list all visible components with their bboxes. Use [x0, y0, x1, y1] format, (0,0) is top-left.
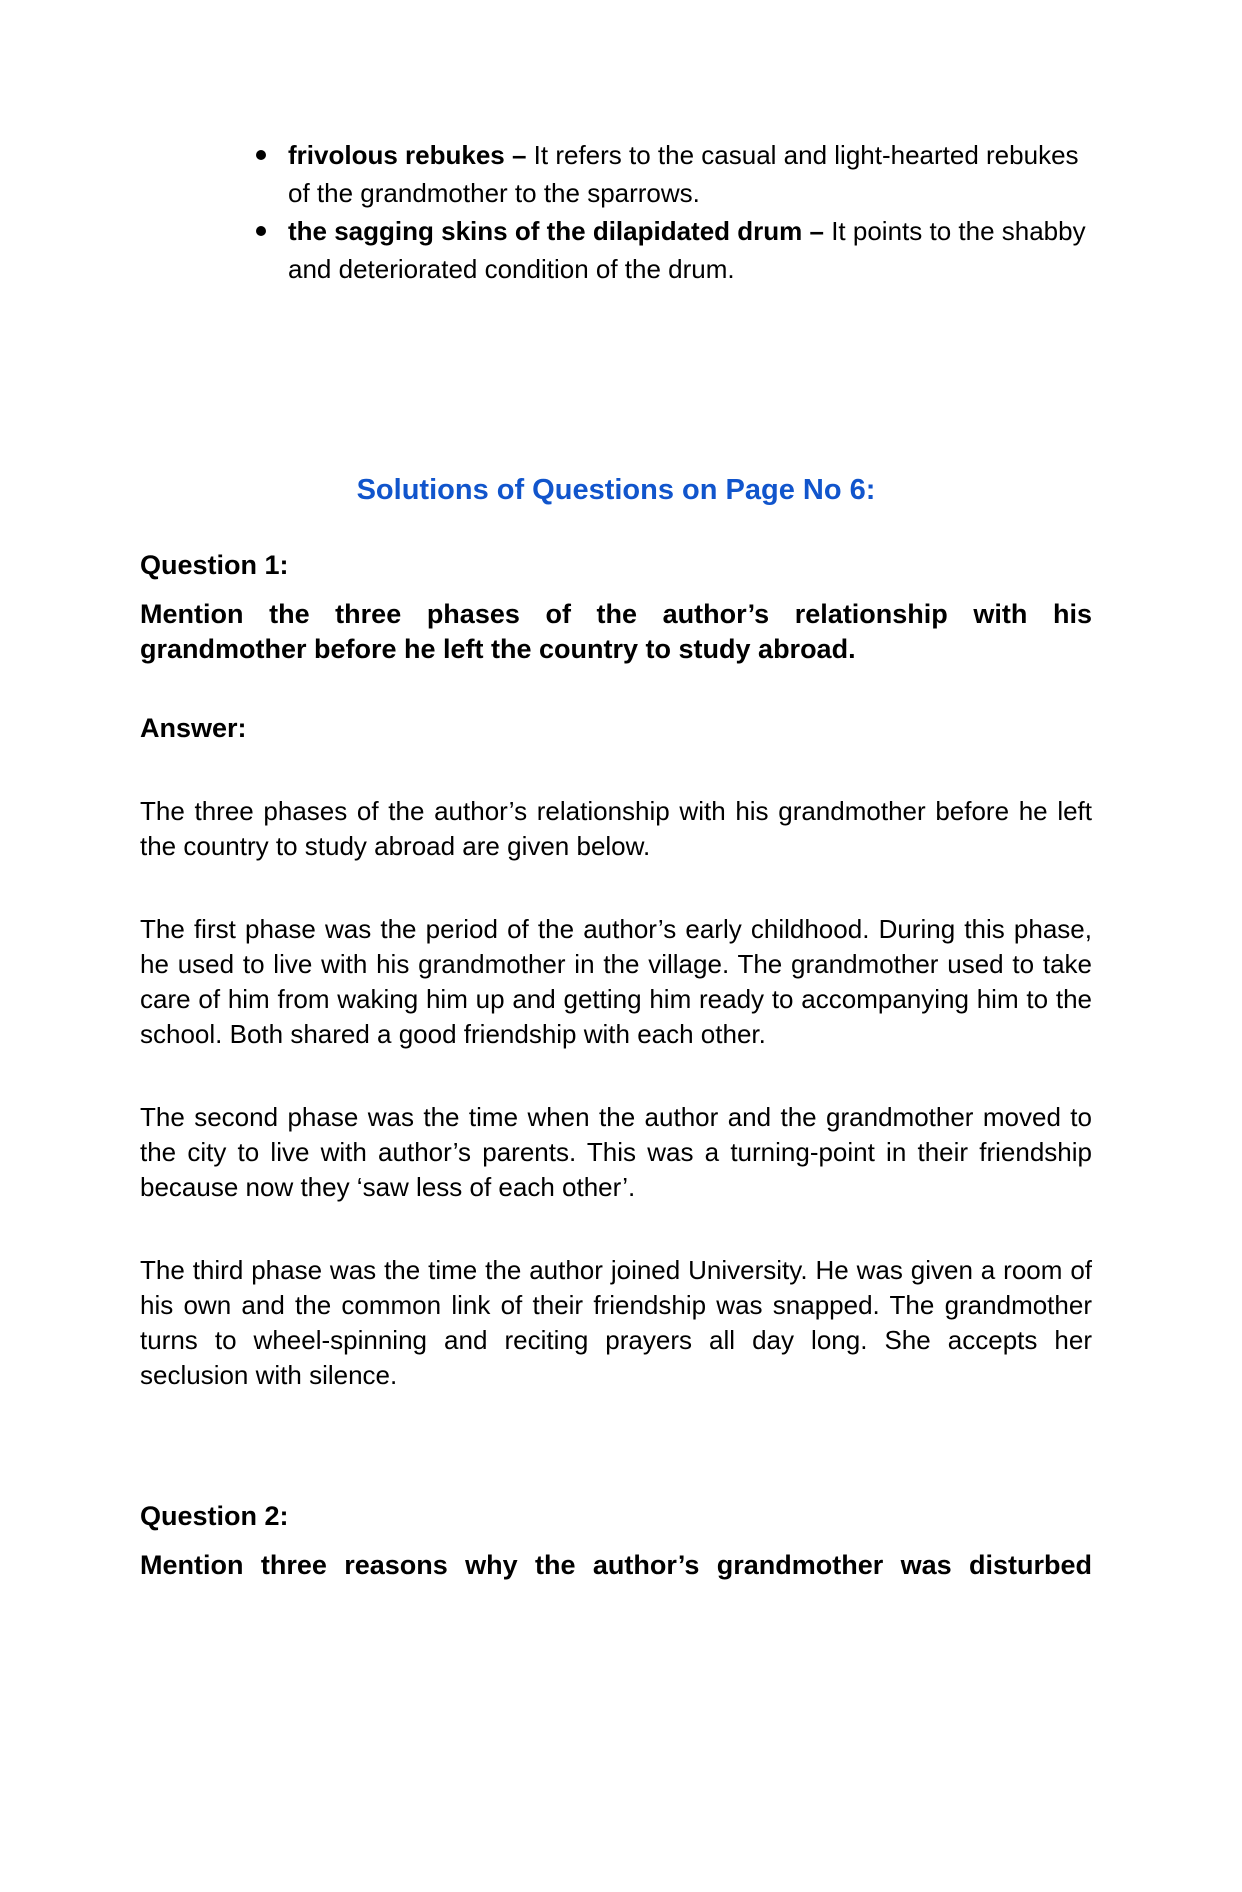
question2-label: Question 2:	[140, 1501, 289, 1531]
glossary-list	[140, 136, 1092, 288]
glossary-definition: It refers to the casual and light-hearted rebukes of the grandmother to the sparrows.	[288, 140, 1079, 208]
answer-paragraph: The first phase was the period of the author’s early childhood. During this phase, he used to live with his grandmother in the village. The grandmother used to take care of him from waking him up and getting him ready to accompanying him to the school. Both shared a good friendship with each other.	[140, 914, 1092, 1049]
list-item	[288, 212, 1092, 288]
question2-text: Mention three reasons why the author’s grandmother was disturbed	[140, 1550, 1092, 1580]
document-page	[0, 136, 1242, 1892]
list-item	[288, 136, 1092, 212]
bullet-icon	[256, 226, 266, 236]
question1-label: Question 1:	[140, 550, 289, 580]
glossary-term: frivolous rebukes –	[288, 140, 527, 170]
glossary-term: the sagging skins of the dilapidated drum –	[288, 216, 824, 246]
answer-paragraph: The second phase was the time when the author and the grandmother moved to the city to live with author’s parents. This was a turning-point in their friendship because now they ‘saw less of each other’.	[140, 1102, 1092, 1202]
answer-label: Answer:	[140, 713, 247, 743]
answer-paragraph: The three phases of the author’s relationship with his grandmother before he left the country to study abroad are given below.	[140, 796, 1092, 861]
answer-paragraph: The third phase was the time the author joined University. He was given a room of his own and the common link of their friendship was snapped. The grandmother turns to wheel-spinning and reciting prayers all day long. She accepts her seclusion with silence.	[140, 1255, 1092, 1390]
section-heading: Solutions of Questions on Page No 6:	[356, 474, 876, 506]
question1-text: Mention the three phases of the author’s relationship with his grandmother before he left the country to study abroad.	[140, 599, 1092, 664]
glossary-definition: It points to the shabby and deteriorated condition of the drum.	[288, 216, 1086, 284]
bullet-icon	[256, 150, 266, 160]
